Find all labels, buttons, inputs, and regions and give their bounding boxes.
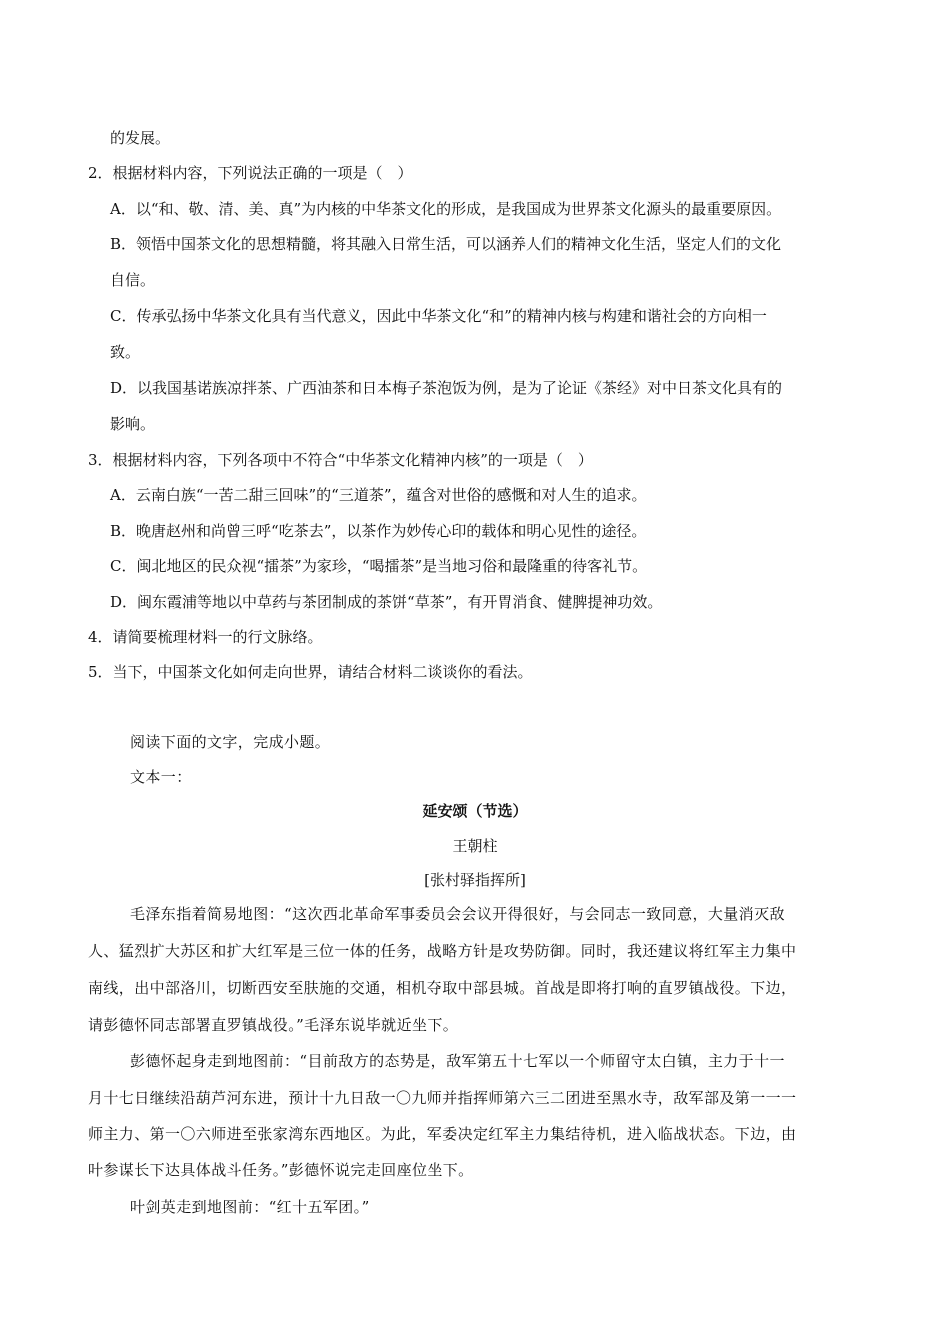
question-2-option-d: D．以我国基诺族凉拌茶、广西油茶和日本梅子茶泡饭为例，是为了论证《茶经》对中日茶文化具有的 xyxy=(110,379,783,397)
passage-line: 叶剑英走到地图前：“红十五军团。” xyxy=(130,1198,370,1216)
question-3-stem: 3．根据材料内容，下列各项中不符合“中华茶文化精神内核”的一项是（ ） xyxy=(88,451,593,469)
passage-line: 师主力、第一〇六师进至张家湾东西地区。为此，军委决定红军主力集结待机，进入临战状态。下边，由 xyxy=(88,1125,797,1143)
question-2-option-c-cont: 致。 xyxy=(110,343,141,361)
question-2-stem: 2．根据材料内容，下列说法正确的一项是（ ） xyxy=(88,164,413,182)
question-3-option-b: B．晚唐赵州和尚曾三呼“吃茶去”，以茶作为妙传心印的载体和明心见性的途径。 xyxy=(110,522,647,540)
passage-line: 毛泽东指着简易地图：“这次西北革命军事委员会会议开得很好，与会同志一致同意，大量消灭敌 xyxy=(130,905,785,923)
question-2-option-c: C．传承弘扬中华茶文化具有当代意义，因此中华茶文化“和”的精神内核与构建和谐社会的方向相一 xyxy=(110,307,767,325)
passage-line: 叶参谋长下达具体战斗任务。”彭德怀说完走回座位坐下。 xyxy=(88,1161,474,1179)
passage-title: 延安颂（节选） xyxy=(422,802,528,820)
question-3-option-a: A．云南白族“一苦二甜三回味”的“三道茶”，蕴含对世俗的感慨和对人生的追求。 xyxy=(110,486,647,504)
question-2-option-b: B．领悟中国茶文化的思想精髓，将其融入日常生活，可以涵养人们的精神文化生活，坚定人们的文化 xyxy=(110,235,782,253)
passage-line: 彭德怀起身走到地图前：“目前敌方的态势是，敌军第五十七军以一个师留守太白镇，主力于十一 xyxy=(130,1052,785,1070)
passage-line: 南线，出中部洛川，切断西安至肤施的交通，相机夺取中部县城。首战是即将打响的直罗镇战役。下边， xyxy=(88,979,797,997)
passage-author: 王朝柱 xyxy=(452,837,498,855)
question-2-option-a: A．以“和、敬、清、美、真”为内核的中华茶文化的形成，是我国成为世界茶文化源头的最重要原因。 xyxy=(110,200,782,218)
passage-line: 月十七日继续沿葫芦河东进，预计十九日敌一〇九师并指挥师第六三二团进至黑水寺，敌军部及第一一一 xyxy=(88,1089,797,1107)
scene-heading: [张村驿指挥所] xyxy=(424,871,526,889)
text-label: 文本一： xyxy=(130,768,192,786)
reading-instruction: 阅读下面的文字，完成小题。 xyxy=(130,733,331,751)
passage-line: 请彭德怀同志部署直罗镇战役。”毛泽东说毕就近坐下。 xyxy=(88,1016,459,1034)
question-3-option-d: D．闽东霞浦等地以中草药与茶团制成的茶饼“草茶”，有开胃消食、健脾提神功效。 xyxy=(110,593,663,611)
question-1-continuation: 的发展。 xyxy=(110,129,171,147)
question-4-stem: 4．请简要梳理材料一的行文脉络。 xyxy=(88,628,323,646)
question-5-stem: 5．当下，中国茶文化如何走向世界，请结合材料二谈谈你的看法。 xyxy=(88,663,533,681)
question-3-option-c: C．闽北地区的民众视“擂茶”为家珍，“喝擂茶”是当地习俗和最隆重的待客礼节。 xyxy=(110,557,648,575)
question-2-option-d-cont: 影响。 xyxy=(110,415,156,433)
passage-line: 人、猛烈扩大苏区和扩大红军是三位一体的任务，战略方针是攻势防御。同时，我还建议将红军主力集中 xyxy=(88,942,797,960)
question-2-option-b-cont: 自信。 xyxy=(110,271,156,289)
